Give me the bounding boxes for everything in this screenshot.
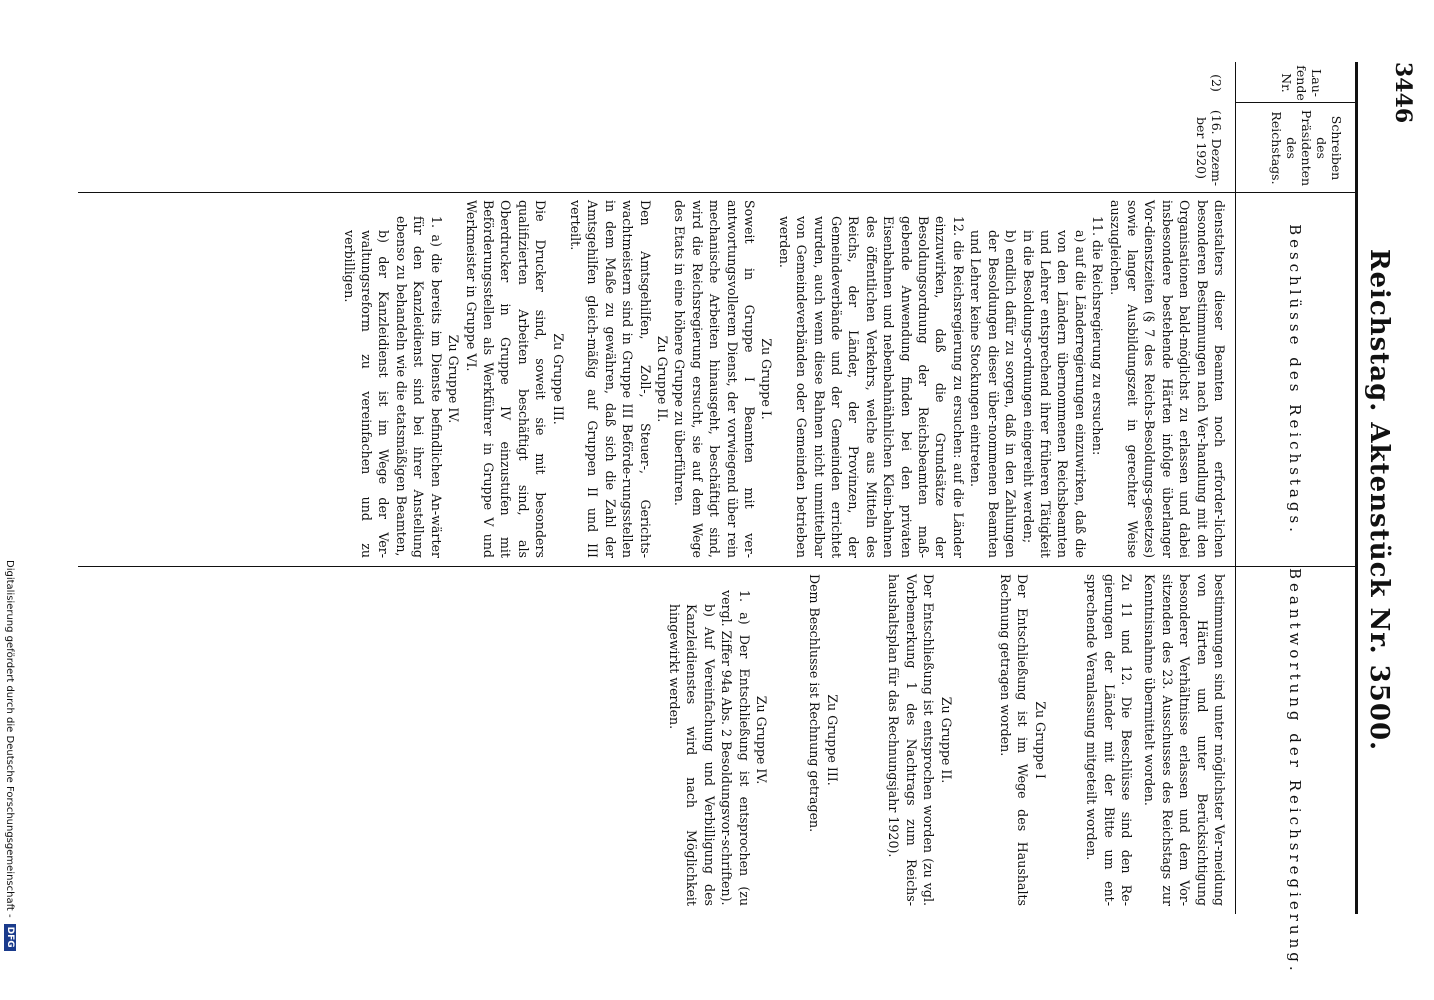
resolutions-column <box>340 200 1228 558</box>
answer-intro: bestimmungen sind unter möglichster Ver-meidung von Härten und unter Berücksichtigung besonderer Verhältnisse erlassen und dem Vor-sitzenden des 23. Ausschusses des Reichstags zur Kenntnisnahme übermittelt worden. <box>1142 574 1227 906</box>
resolution-group-2-text: Den Amtsgehilfen, Zoll-, Steuer-, Gerichts-wachtmeistern sind in Gruppe III Beförde-rungsstellen in dem Maße zu gewähren, daß sich die Zahl der Amtsgehilfen gleich-mäßig auf Gruppen II und III verteilt. <box>567 200 653 558</box>
resolution-11-b: b) endlich dafür zu sorgen, daß in den Zahlungen der Besoldungen dieser über-nommenen Beamten und Lehrer keine Stockungen eintreten. <box>968 230 1019 558</box>
column-head-letter: Schreiben des Präsidenten des Reichstags. <box>1269 109 1344 187</box>
head-rule <box>1235 62 1236 914</box>
col-divider-1 <box>1236 102 1358 103</box>
answers-column <box>666 574 1228 906</box>
answer-group-3-text: Dem Beschlusse ist Rechnung getragen. <box>807 574 823 833</box>
resolution-group-3-heading: Zu Gruppe III. <box>550 333 566 425</box>
row-number: (2) <box>1209 74 1224 92</box>
resolution-11-lead: 11. die Reichsregierung zu ersuchen: <box>1090 216 1106 456</box>
resolution-group-1-text: Soweit in Gruppe I Beamten mit ver-antwortungsvollerem Dienst, der vorwiegend über rein mechanische Arbeiten hinausgeht, beschäftigt sind, wird die Reichsregierung ersucht, sie auf dem Wege des Etats in eine höhere Gruppe zu überführen. <box>672 200 758 558</box>
col-divider-2 <box>78 192 1358 193</box>
digitization-credit <box>4 560 16 951</box>
answer-group-3-heading: Zu Gruppe III. <box>824 694 840 786</box>
col-divider-3 <box>78 566 1358 567</box>
answer-group-1-text: Der Entschließung ist im Wege des Haushalts Rechnung getragen worden. <box>997 574 1031 906</box>
answer-group-4-a: 1. a) Der Entschließung ist entsprochen (zu vergl. Ziffer 94a Abs. 2 Besoldungsvor-schriften). <box>719 590 752 906</box>
answer-group-2-text: Der Entschließung ist entsprochen worden (zu vgl. Vorbemerkung 1 des Nachtrags zum Reichs-haushaltsplan für das Rechnungsjahr 1920). <box>886 574 937 906</box>
row-date: (16. Dezem- ber 1920) <box>1194 109 1224 187</box>
answer-group-4-heading: Zu Gruppe IV. <box>754 695 770 785</box>
dfg-logo-icon: DFG <box>4 924 16 951</box>
top-rule <box>1355 62 1358 914</box>
answer-group-1-heading: Zu Gruppe I <box>1032 701 1048 779</box>
resolution-group-3-text: Die Drucker sind, soweit sie mit besonders qualifizierten Arbeiten beschäftigt sind, als Oberdrucker in Gruppe IV einzustufen mit Beförderungsstellen als Werkführer in Gruppe V und Werkmeister in Gruppe VI. <box>463 200 549 558</box>
resolution-group-2-heading: Zu Gruppe II. <box>655 335 670 423</box>
page-number: 3446 <box>1390 62 1416 124</box>
resolution-12: 12. die Reichsregierung zu ersuchen: auf die Länder einzuwirken, daß die Grundsätze der Besoldungsordnung der Reichsbeamten maß-gebende Anwendung finden bei den privaten Eisenbahnen und nebenbahnähnlichen Klein-bahnen des öffentlichen Verkehrs, welche aus Mitteln des Reichs, der Länder, der Provinzen, der Gemeindeverbände und der Gemeinden errichtet wurden, auch wenn diese Bahnen nicht unmittelbar von Gemeindeverbänden oder Gemeinden betrieben werden. <box>776 216 966 558</box>
column-head-number: Lau- fende Nr. <box>1279 65 1324 101</box>
resolution-intro: dienstalters dieser Beamten noch erforder-lichen besonderen Bestimmungen nach Ver-handlung mit den Organisationen bald-möglichst zu erlassen und dabei insbesondere bestehende Härten infolge überlanger Vor-dienstzeiten (§ 7 des Reichs-Besoldungs-gesetzes) sowie langer Ausbildungszeit in gerechter Weise auszugleichen. <box>1107 200 1227 558</box>
column-head-resolutions: Beschlüsse des Reichstags. <box>1286 224 1304 536</box>
column-head-answer: Beantwortung der Reichsregierung. <box>1286 568 1304 975</box>
resolution-group-1-heading: Zu Gruppe I. <box>759 338 775 420</box>
credit-text: Digitalisierung gefördert durch die Deutsche Forschungsgemeinschaft - <box>4 560 15 918</box>
answer-group-4-b: b) Auf Vereinfachung und Verbilligung des Kanzleidienstes wird nach Möglichkeit hingewirkt werden. <box>667 604 717 906</box>
document-title: Reichstag. Aktenstück Nr. 3500. <box>1364 248 1394 752</box>
answer-group-2-heading: Zu Gruppe II. <box>938 696 954 784</box>
resolution-group-4-a: 1. a) die bereits im Dienste befindlichen An-wärter für den Kanzleidienst sind bei ihrer Anstellung ebenso zu behandeln wie die etatsmäßigen Beamten, <box>393 216 444 558</box>
answer-11-12: Zu 11 und 12. Die Beschlüsse sind den Re-gierungen der Länder mit der Bitte um ent-sprechende Veranlassung mitgeteilt worden. <box>1084 574 1134 906</box>
resolution-group-4-b: b) der Kanzleidienst ist im Wege der Ver-waltungsreform zu vereinfachen und zu verbilligen. <box>341 230 392 558</box>
resolution-11-a: a) auf die Länderregierungen einzuwirken, daß die von den Ländern übernommenen Reichsbeamten und Lehrer entsprechend ihrer früheren Tätigkeit in die Besoldungs-ordnungen eingereiht werden; <box>1020 230 1088 558</box>
resolution-group-4-heading: Zu Gruppe IV. <box>446 334 462 424</box>
